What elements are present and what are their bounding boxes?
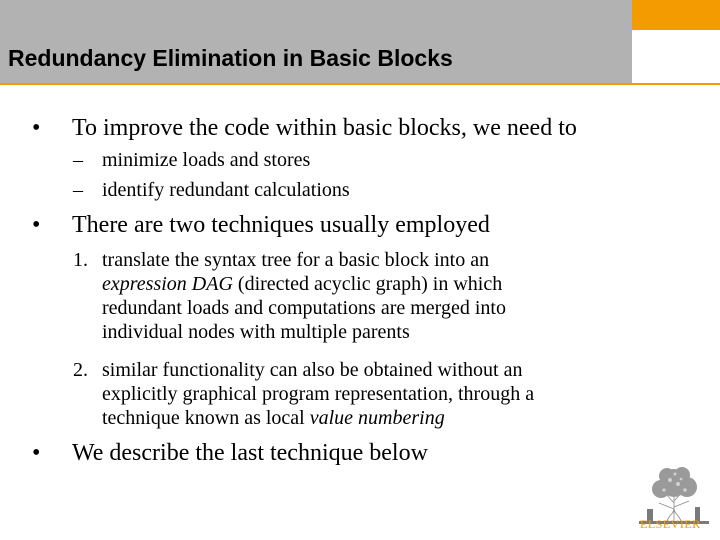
emphasis-text: value numbering [309,407,445,429]
item-line [102,272,642,296]
item-line [102,406,642,430]
bullet-text: There are two techniques usually employed [72,212,490,238]
bullet-mark: • [32,115,41,141]
item-line-start: technique known as local [102,407,310,429]
bullet-text: We describe the last technique below [72,440,428,466]
dash-mark: – [73,149,83,171]
item-line: individual nodes with multiple parents [102,321,410,343]
item-number: 1. [73,249,88,271]
item-text [102,248,642,344]
sub-text: minimize loads and stores [102,149,311,171]
elsevier-logo-text: ELSEVIER [640,517,701,531]
bullet-mark: • [32,212,41,238]
slide-title: Redundancy Elimination in Basic Blocks [8,45,453,71]
item-text [102,358,642,430]
bullet-text: To improve the code within basic blocks, we need to [72,115,577,141]
bullet-mark: • [32,440,41,466]
item-line: translate the syntax tree for a basic block into an [102,249,490,271]
item-line-rest: (directed acyclic graph) in which [232,273,503,295]
item-line: explicitly graphical program representation, through a [102,383,535,405]
item-line: similar functionality can also be obtained without an [102,359,523,381]
emphasis-text: expression DAG [102,273,233,295]
item-number: 2. [73,359,88,381]
sub-text: identify redundant calculations [102,179,350,201]
item-line: redundant loads and computations are merged into [102,297,506,319]
dash-mark: – [73,179,83,201]
